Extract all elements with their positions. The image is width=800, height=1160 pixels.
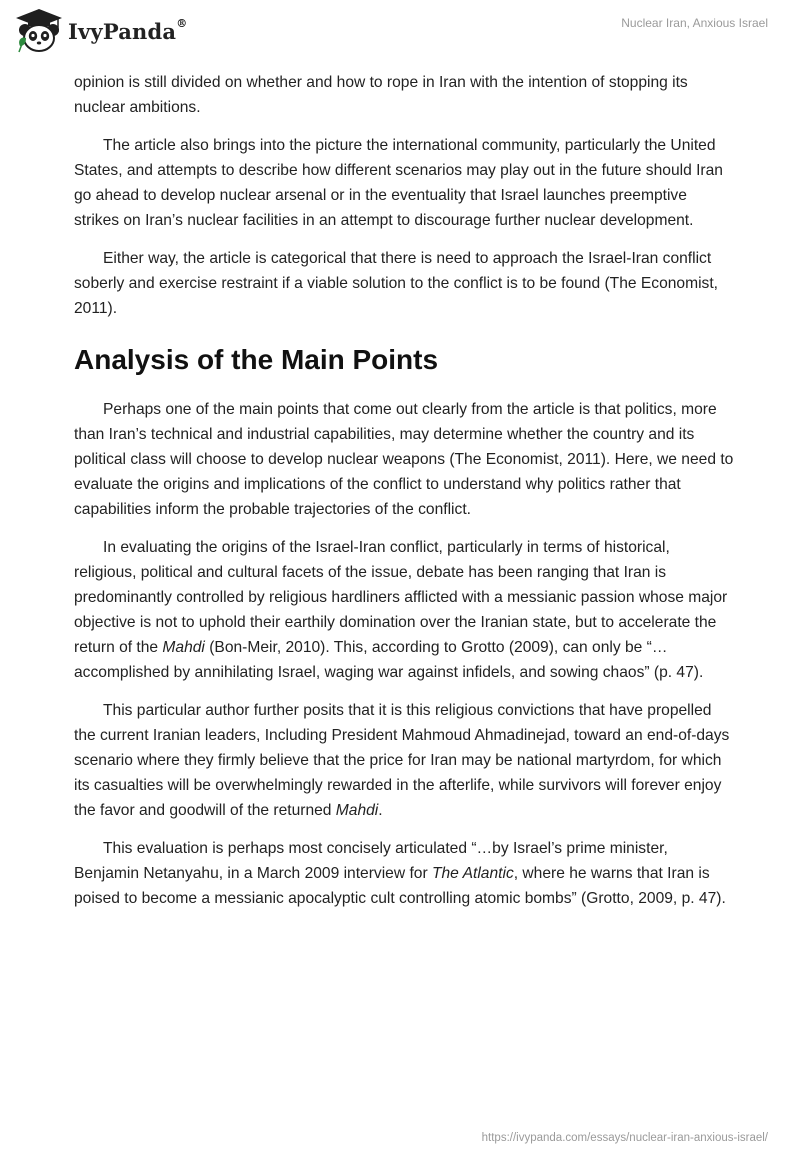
brand-name: [68, 16, 188, 44]
italic-term: Mahdi: [335, 802, 379, 819]
paragraph-netanyahu-quote: [74, 836, 734, 911]
paragraph-restraint: Either way, the article is categorical that there is need to approach the Israel-Iran conflict soberly and exercise restraint if a viable solution to the conflict is to be found (The Economist, 2011).: [74, 250, 719, 317]
page-header: [0, 0, 800, 68]
text-run: (Bon-Meir, 2010). This, according to Grotto (2009), can only be “…accomplished by annihilating Israel, waging war against infidels, and sowing chaos” (p. 47).: [74, 639, 704, 681]
text-run: , where he warns that Iran is poised to become a messianic apocalyptic cult controlling atomic bombs” (Grotto, 2009, p. 47).: [74, 865, 726, 907]
source-url-link[interactable]: https://ivypanda.com/essays/nuclear-iran-anxious-israel/: [481, 1132, 768, 1144]
text-run: In evaluating the origins of the Israel-Iran conflict, particularly in terms of historical, religious, political and cultural facets of the issue, debate has been ranging that Iran is predominantly controlled by religious hardliners afflicted with a messianic passion whose major objective is not to uphold their earthily domination over the Iranian state, but to accelerate the return of the: [74, 539, 728, 656]
document-title: Nuclear Iran, Anxious Israel: [621, 16, 768, 30]
paragraph-politics: Perhaps one of the main points that come out clearly from the article is that politics, more than Iran’s technical and industrial capabilities, may determine whether the country and its political class will choose to develop nuclear weapons (The Economist, 2011). Here, we need to evaluate the origins and implications of the conflict to understand why politics rather that capabilities inform the probable trajectories of the conflict.: [74, 401, 734, 518]
panda-mascot-icon: [14, 8, 64, 54]
trademark-mark: ®: [176, 16, 188, 30]
italic-term: Mahdi: [162, 639, 205, 656]
paragraph-continued: opinion is still divided on whether and how to rope in Iran with the intention of stopping its nuclear ambitions.: [74, 74, 688, 116]
paragraph-origins: [74, 535, 734, 685]
text-run: This evaluation is perhaps most concisely articulated “…by Israel’s prime minister, Benjamin Netanyahu, in a March 2009 interview for: [74, 840, 668, 882]
ivypanda-logo[interactable]: [14, 8, 187, 54]
paragraph-religious-convictions: [74, 698, 734, 823]
text-run: .: [378, 802, 383, 819]
brand-label: IvyPanda: [68, 18, 177, 44]
text-run: This particular author further posits that it is this religious convictions that have propelled the current Iranian leaders, Including President Mahmoud Ahmadinejad, toward an end-of-days scenario where they firmly believe that the price for Iran may be national martyrdom, for which its casualties will be overwhelmingly rewarded in the afterlife, while survivors will forever enjoy the favor and goodwill of the returned: [74, 702, 730, 819]
essay-body: [74, 70, 734, 924]
italic-term: The Atlantic: [431, 865, 514, 882]
section-heading: Analysis of the Main Points: [74, 344, 439, 375]
paragraph-international-community: The article also brings into the picture the international community, particularly the United States, and attempts to describe how different scenarios may play out in the future should Iran go ahead to develop nuclear arsenal or in the eventuality that Israel launches preemptive strikes on Iran’s nuclear facilities in an attempt to discourage further nuclear development.: [74, 137, 723, 229]
